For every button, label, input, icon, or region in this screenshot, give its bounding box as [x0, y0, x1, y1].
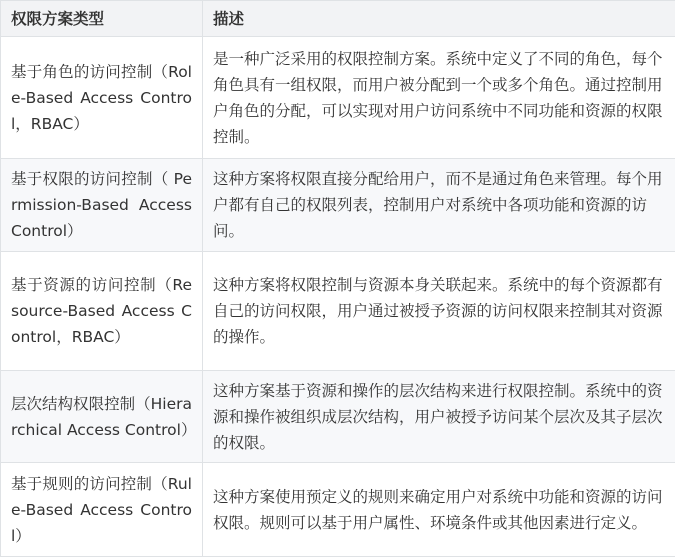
- table-header: [1, 1, 675, 37]
- description-cell: 这种方案将权限控制与资源本身关联起来。系统中的每个资源都有自己的访问权限，用户通过被授予资源的访问权限来控制其对资源的操作。: [203, 252, 675, 371]
- scheme-type-cell: 基于角色的访问控制（Role-Based Access Control，RBAC）: [1, 37, 203, 159]
- table-row: [1, 37, 675, 159]
- description-cell: 这种方案使用预定义的规则来确定用户对系统中功能和资源的访问权限。规则可以基于用户属性、环境条件或其他因素进行定义。: [203, 463, 675, 557]
- table-row: [1, 463, 675, 557]
- scheme-type-cell: 层次结构权限控制（Hierarchical Access Control）: [1, 371, 203, 463]
- scheme-type-cell: 基于权限的访问控制（ Permission-Based Access Control）: [1, 159, 203, 252]
- table-row: [1, 252, 675, 371]
- description-cell: 这种方案将权限直接分配给用户，而不是通过角色来管理。每个用户都有自己的权限列表，控制用户对系统中各项功能和资源的访问。: [203, 159, 675, 252]
- header-row: [1, 1, 675, 37]
- scheme-type-cell: 基于规则的访问控制（Rule-Based Access Control）: [1, 463, 203, 557]
- description-cell: 是一种广泛采用的权限控制方案。系统中定义了不同的角色，每个角色具有一组权限，而用户被分配到一个或多个角色。通过控制用户角色的分配，可以实现对用户访问系统中不同功能和资源的权限控制。: [203, 37, 675, 159]
- table-body: [1, 37, 675, 557]
- table-row: [1, 159, 675, 252]
- scheme-type-cell: 基于资源的访问控制（Resource-Based Access Control，RBAC）: [1, 252, 203, 371]
- table-row: [1, 371, 675, 463]
- header-scheme-type: 权限方案类型: [1, 1, 203, 37]
- header-description: 描述: [203, 1, 675, 37]
- description-cell: 这种方案基于资源和操作的层次结构来进行权限控制。系统中的资源和操作被组织成层次结构，用户被授予访问某个层次及其子层次的权限。: [203, 371, 675, 463]
